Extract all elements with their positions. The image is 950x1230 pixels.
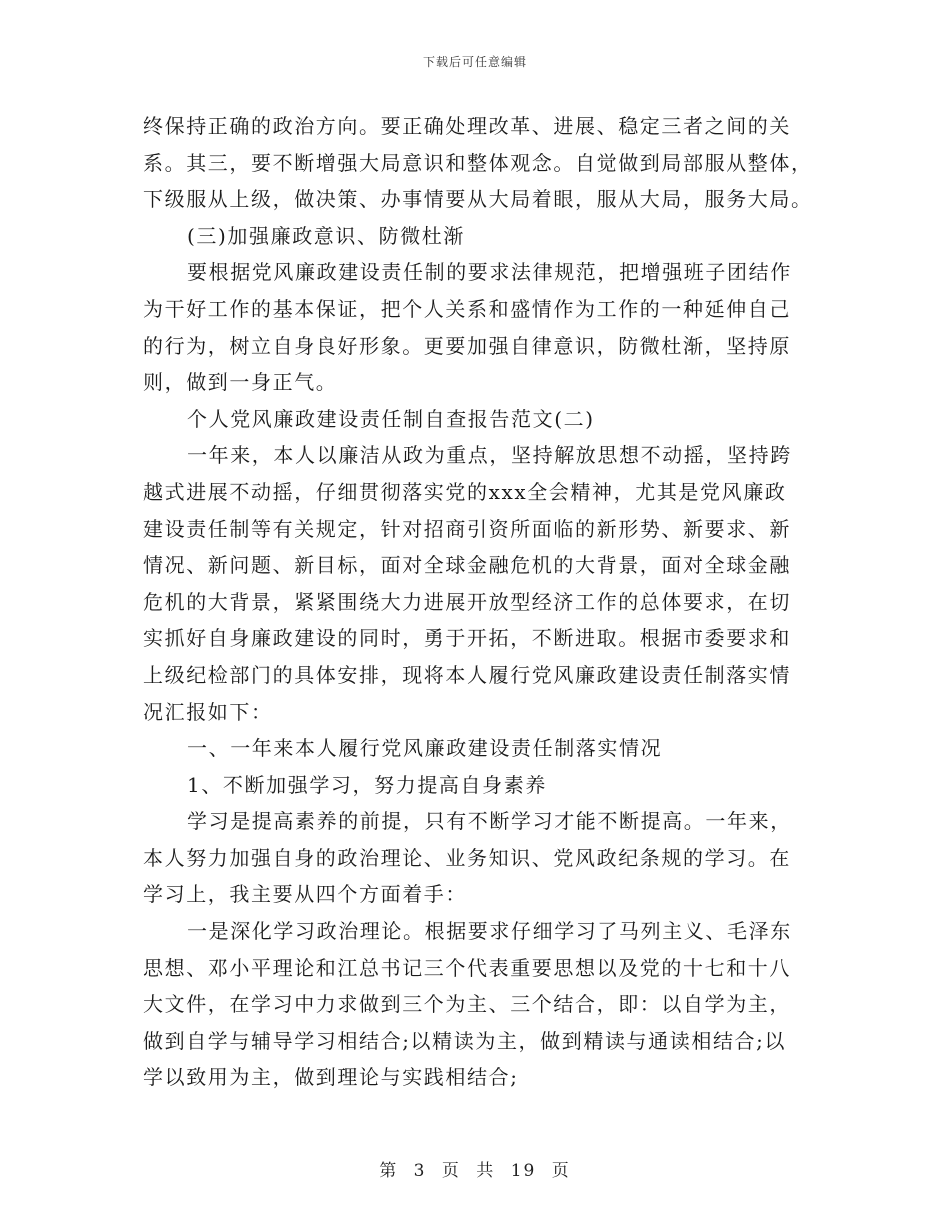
text-line: 一、一年来本人履行党风廉政建设责任制落实情况: [187, 736, 663, 761]
text-line: 的行为，树立自身良好形象。更要加强自律意识，防微杜渐，坚持原: [143, 333, 791, 358]
text-line: 终保持正确的政治方向。要正确处理改革、进展、稳定三者之间的关: [143, 114, 791, 138]
text-line: 况汇报如下：: [143, 699, 273, 724]
footer-prefix: 第: [379, 1161, 399, 1181]
footer-suffix: 页: [551, 1161, 571, 1181]
text-line: 为干好工作的基本保证，把个人关系和盛情作为工作的一种延伸自己: [143, 296, 791, 321]
text-line: 上级纪检部门的具体安排，现将本人履行党风廉政建设责任制落实情: [143, 662, 791, 687]
text-line: 系。其三，要不断增强大局意识和整体观念。自觉做到局部服从整体，: [143, 150, 813, 175]
footer-total-pages: 19: [510, 1161, 537, 1181]
text-line: 要根据党风廉政建设责任制的要求法律规范，把增强班子团结作: [187, 260, 792, 285]
page-header: 下载后可任意编辑: [422, 55, 527, 69]
text-line: 建设责任制等有关规定，针对招商引资所面临的新形势、新要求、新: [143, 516, 791, 541]
text-line: 大文件，在学习中力求做到三个为主、三个结合，即：以自学为主，: [143, 992, 791, 1017]
text-line: (三)加强廉政意识、防微杜渐: [187, 223, 466, 248]
document-body: [143, 108, 811, 1096]
text-line: 危机的大背景，紧紧围绕大力进展开放型经济工作的总体要求，在切: [143, 589, 791, 614]
text-line: 本人努力加强自身的政治理论、业务知识、党风政纪条规的学习。在: [143, 845, 791, 870]
text-line: 则，做到一身正气。: [143, 370, 338, 395]
text-line: 情况、新问题、新目标，面对全球金融危机的大背景，面对全球金融: [143, 553, 791, 578]
text-line: 越式进展不动摇，仔细贯彻落实党的xxx全会精神，尤其是党风廉政: [143, 479, 787, 504]
text-line: 下级服从上级，做决策、办事情要从大局着眼，服从大局，服务大局。: [143, 187, 813, 212]
page-footer: [0, 1156, 950, 1181]
text-line: 做到自学与辅导学习相结合;以精读为主，做到精读与通读相结合;以: [143, 1028, 787, 1053]
text-line: 一年来，本人以廉洁从政为重点，坚持解放思想不动摇，坚持跨: [187, 443, 792, 468]
footer-total-word: 共: [476, 1161, 496, 1181]
footer-current-page: 3: [413, 1161, 427, 1181]
footer-page-word: 页: [441, 1161, 461, 1181]
text-line: 学习上，我主要从四个方面着手：: [143, 882, 467, 907]
text-line: 个人党风廉政建设责任制自查报告范文(二): [187, 406, 595, 431]
text-line: 学以致用为主，做到理论与实践相结合;: [143, 1065, 519, 1090]
text-line: 思想、邓小平理论和江总书记三个代表重要思想以及党的十七和十八: [143, 955, 791, 980]
text-line: 1、不断加强学习，努力提高自身素养: [187, 772, 547, 797]
text-line: 一是深化学习政治理论。根据要求仔细学习了马列主义、毛泽东: [187, 919, 792, 944]
text-line: 实抓好自身廉政建设的同时，勇于开拓，不断进取。根据市委要求和: [143, 626, 791, 651]
text-line: 学习是提高素养的前提，只有不断学习才能不断提高。一年来，: [187, 809, 792, 834]
